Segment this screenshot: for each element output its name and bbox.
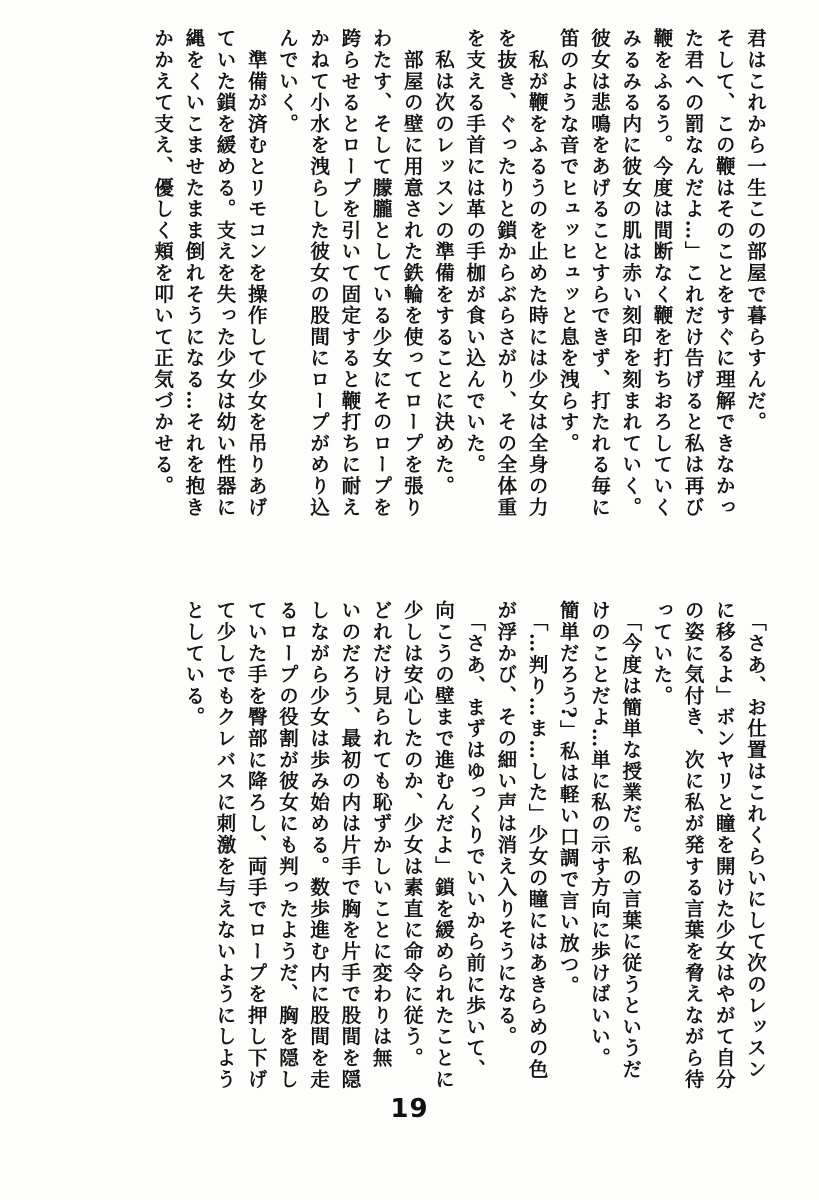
text-column: ていた鎖を緩める。支えを失った少女は幼い性器に [213,28,237,518]
text-column: 跨らせるとロープを引いて固定すると鞭打ちに耐え [338,28,362,518]
text-column: 部屋の壁に用意された鉄輪を使ってロープを張り [400,28,424,518]
text-column: しながら少女は歩み始める。数歩進む内に股間を走 [307,600,331,1090]
text-column: るロープの役割が彼女にも判ったようだ、胸を隠し [275,600,299,1090]
text-column: 「…判り…ま…した」少女の瞳にはあきらめの色 [525,600,549,1081]
text-column: 向こうの壁まで進むんだよ」鎖を緩められたことに [431,600,455,1090]
text-column: いのだろう、最初の内は片手で胸を片手で股間を隠 [338,600,362,1090]
text-column: 彼女は悲鳴をあげることすらできず、打たれる毎に [587,28,611,518]
text-column: 私は次のレッスンの準備をすることに決めた。 [431,28,455,497]
text-column: 準備が済むとリモコンを操作して少女を吊りあげ [244,28,268,518]
text-column: けのことだよ…単に私の示す方向に歩けばいい。 [587,600,611,1069]
text-column: かねて小水を洩らした彼女の股間にロープがめり込 [307,28,331,518]
upper-text-block [147,28,771,543]
text-column: そして、この鞭はそのことをすぐに理解できなかっ [712,28,736,518]
text-column: た君への罰なんだよ…」これだけ告げると私は再び [681,28,705,518]
text-column: んでいく。 [275,28,299,135]
text-column: 私が鞭をふるうのを止めた時には少女は全身の力 [525,28,549,518]
text-column: を抜き、ぐったりと鎖からぶらさがり、その全体重 [494,28,518,518]
text-column: を支える手首には革の手枷が食い込んでいた。 [463,28,487,476]
text-column: わたす、そして朦朧としている少女にそのロープを [369,28,393,518]
text-column: どれだけ見られても恥ずかしいことに変わりは無 [369,600,393,1069]
text-column: 少しは安心したのか、少女は素直に命令に従う。 [400,600,424,1069]
text-column: っていた。 [650,600,674,707]
lower-text-block [178,600,771,1090]
text-column: としている。 [182,600,206,728]
text-column: 「今度は簡単な授業だ。私の言葉に従うというだ [619,600,643,1081]
text-column: が浮かび、その細い声は消え入りそうになる。 [494,600,518,1048]
page-number: 19 [390,1094,429,1124]
text-column: 「さあ、お仕置はこれくらいにして次のレッスン [744,600,767,1081]
text-column: ていた手を臀部に降ろし、両手でロープを押し下げ [244,600,268,1090]
text-column: 縄をくいこませたまま倒れそうになる…それを抱き [182,28,206,518]
text-column: かかえて支え、優しく頬を叩いて正気づかせる。 [151,28,175,497]
text-column: 笛のような音でヒュッヒュッと息を洩らす。 [556,28,580,454]
text-column: に移るよ」ボンヤリと瞳を開けた少女はやがて自分 [712,600,736,1090]
text-column: みるみる内に彼女の肌は赤い刻印を刻まれていく。 [619,28,643,518]
text-column: の姿に気付き、次に私が発する言葉を脅えながら待 [681,600,705,1090]
text-column: 鞭をふるう。今度は間断なく鞭を打ちおろしていく [650,28,674,518]
text-column: て少しでもクレバスに刺激を与えないようにしよう [213,600,237,1090]
text-column: 簡単だろう?」私は軽い口調で言い放つ。 [556,600,580,997]
text-column: 「さあ、まずはゆっくりでいいから前に歩いて、 [463,600,487,1081]
text-column: 君はこれから一生この部屋で暮らすんだ。 [744,28,767,433]
